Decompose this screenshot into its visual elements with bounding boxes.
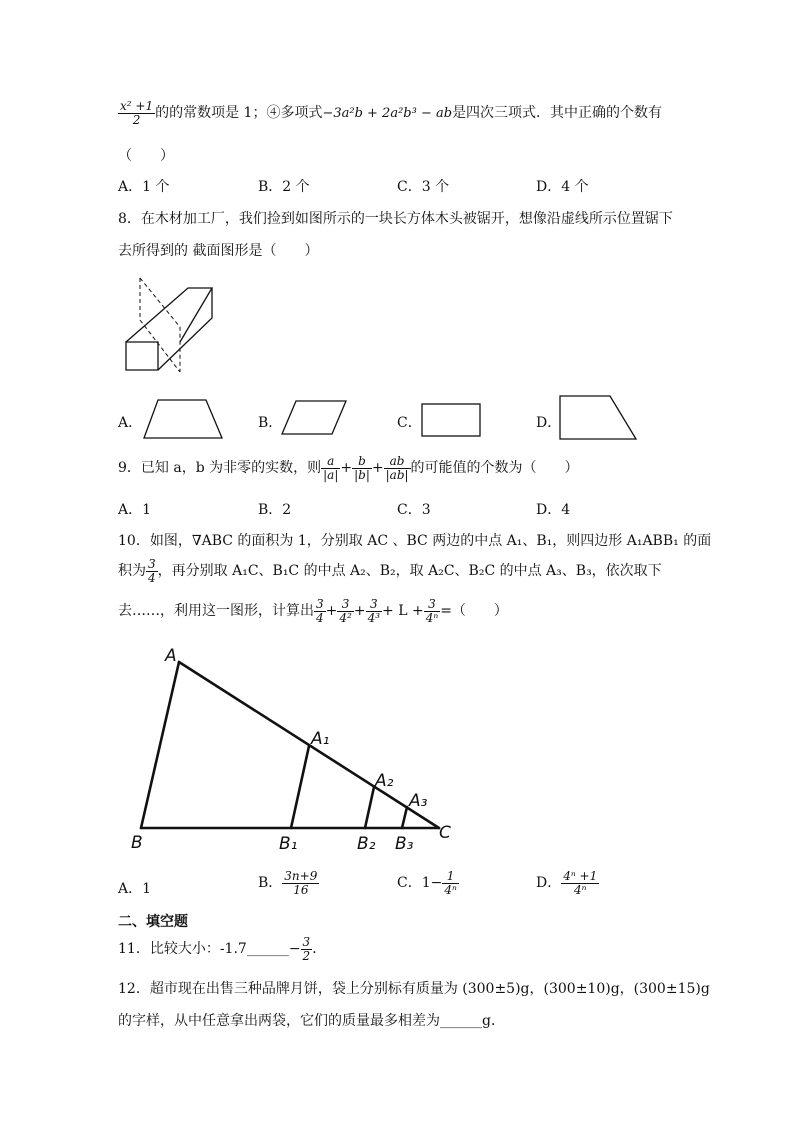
q8-option-d-label[interactable]: D． <box>536 415 562 431</box>
q11-answer-blank[interactable]: ______ <box>246 941 289 958</box>
segment-a3b3 <box>402 807 407 828</box>
q7-line: $\frac{\text{x² +1}}{2}$ 的的常数项是 1；④多项式−3a²b + 2a²b³ − ab是四次三项式．其中正确的个数有 <box>120 99 663 127</box>
q8-option-a-label[interactable]: A． <box>118 415 143 431</box>
q8-option-b-parallelogram[interactable] <box>278 398 350 438</box>
segment-a2b2 <box>365 787 374 828</box>
q10-option-d[interactable]: D． $\frac{\text{4ⁿ +1}}{\text{4ⁿ}}$ <box>536 869 598 897</box>
label-c: C <box>439 823 451 843</box>
q10-line2: 积为 $\frac{3}{4}$ ，再分别取 A₁C、B₁C 的中点 A₂、B₂，取 A₂C、B₂C 的中点 A₃、B₃，依次取下 <box>118 557 662 585</box>
label-b2: B₂ <box>357 834 376 854</box>
q7-fraction: $\frac{\text{x² +1}}{2}$ <box>120 99 154 127</box>
q8-line1: 8．在木材加工厂，我们捡到如图所示的一块长方体木头被锯开，想像沿虚线所示位置锯下 <box>118 211 673 227</box>
label-b1: B₁ <box>279 834 298 854</box>
q7-option-c[interactable]: C．3 个 <box>397 179 450 195</box>
q11-line: 11．比较大小：-1.7______− $\frac{3}{2}$ ． <box>118 935 327 963</box>
q8-option-b-label[interactable]: B． <box>258 415 283 431</box>
q8-option-d-right-trapezoid[interactable] <box>556 393 642 443</box>
label-a3: A₃ <box>409 791 428 811</box>
q9-option-b[interactable]: B．2 <box>258 502 292 518</box>
label-b: B <box>131 833 143 853</box>
q12-line1: 12．超市现在出售三种品牌月饼，袋上分别标有质量为 (300±5)g，(300±10)g，(300±15)g <box>118 981 710 997</box>
q12-answer-blank[interactable]: ______ <box>440 1013 482 1029</box>
q8-wood-block-figure <box>118 275 223 375</box>
segment-a1b1 <box>291 746 309 828</box>
q8-option-c-label[interactable]: C． <box>397 415 422 431</box>
q8-option-c-rectangle[interactable] <box>418 400 486 440</box>
q9-option-a[interactable]: A．1 <box>118 502 152 518</box>
q10-triangle-figure <box>125 640 465 860</box>
q10-option-a[interactable]: A．1 <box>118 881 152 897</box>
q10-option-c[interactable]: C．1− $\frac{1}{\text{4ⁿ}}$ <box>397 869 457 897</box>
q9-line: 9．已知 a，b 为非零的实数，则 $\frac{a}{|a|}$ + $\frac{b}{|b|}$ + $\frac{ab}{|ab|}$ 的可能值的个数为（ ） <box>118 454 579 482</box>
label-b3: B₃ <box>395 834 414 854</box>
q7-option-d[interactable]: D．4 个 <box>536 179 589 195</box>
q7-paren: （ ） <box>118 148 174 164</box>
q8-line2: 去所得到的 截面图形是（ ） <box>118 243 319 259</box>
q10-option-b[interactable]: B． $\frac{3n+9}{16}$ <box>258 869 318 897</box>
q8-option-a-trapezoid[interactable] <box>140 396 228 442</box>
q10-line1: 10．如图，∇ABC 的面积为 1，分别取 AC 、BC 两边的中点 A₁、B₁，则四边形 A₁ABB₁ 的面 <box>118 533 712 549</box>
label-a2: A₂ <box>375 771 394 791</box>
q9-option-c[interactable]: C．3 <box>397 502 431 518</box>
label-a: A <box>165 646 177 666</box>
q9-option-d[interactable]: D．4 <box>536 502 571 518</box>
q7-option-a[interactable]: A．1 个 <box>118 179 170 195</box>
q7-polynomial: −3a²b + 2a²b³ − ab <box>322 106 453 122</box>
q10-line3: 去……，利用这一图形，计算出 $\frac{3}{4}$ + $\frac{3}{\text{4²}}$ + $\frac{3}{\text{4³}}$ + L + $\frac{3}{\text{4ⁿ}}$ =（ ） <box>118 597 508 625</box>
section-title-fill-in: 二、填空题 <box>118 914 188 930</box>
q7-option-b[interactable]: B．2 个 <box>258 179 310 195</box>
edge-ab <box>141 662 179 828</box>
q12-line2: 的字样，从中任意拿出两袋，它们的质量最多相差为______g． <box>118 1013 505 1029</box>
label-a1: A₁ <box>311 729 330 749</box>
